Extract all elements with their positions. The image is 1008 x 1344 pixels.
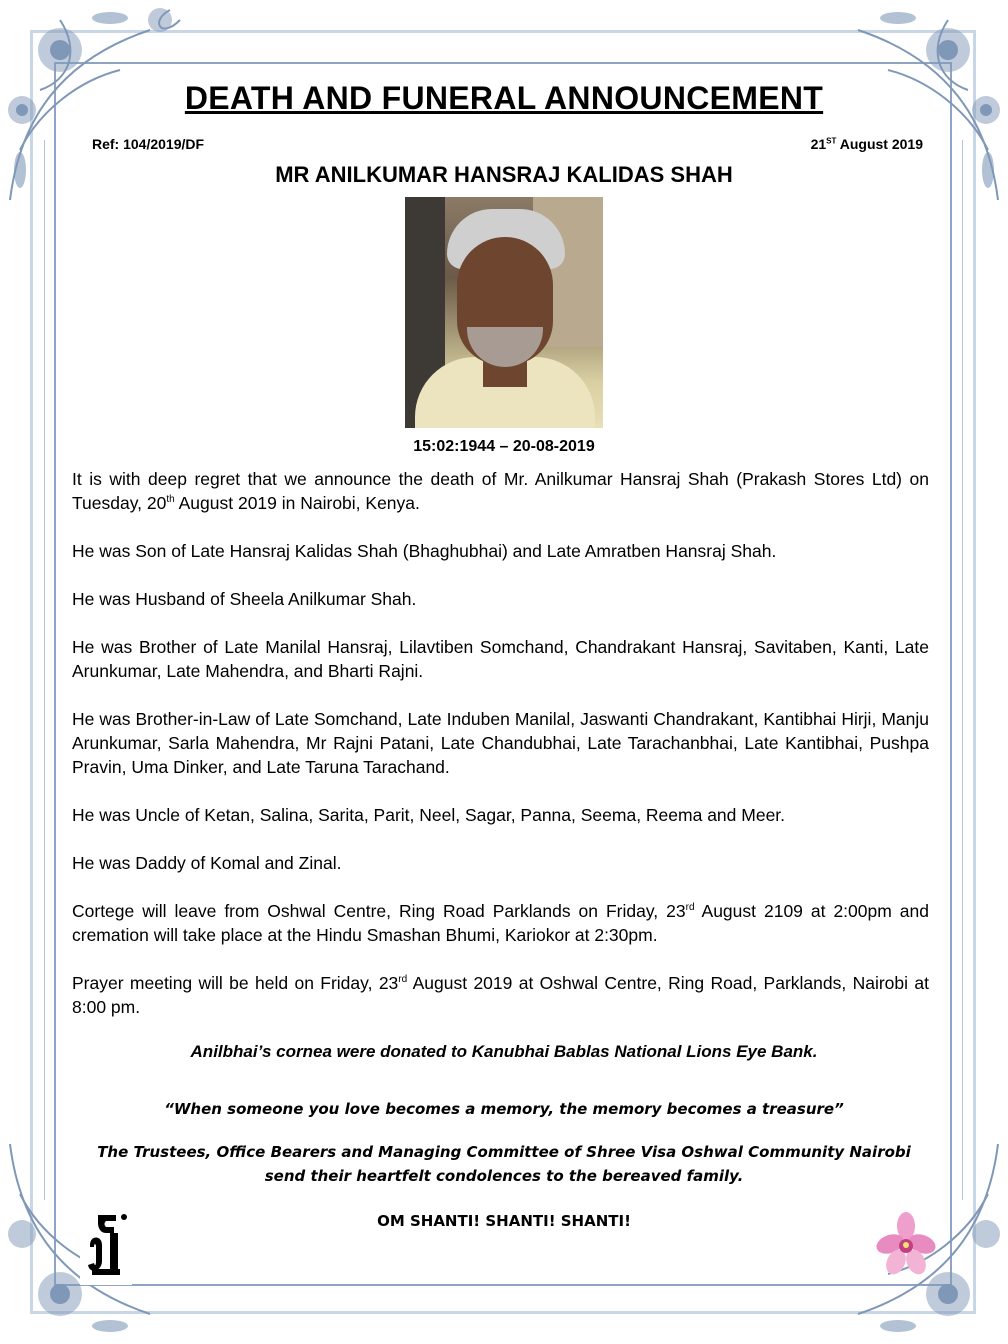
cornea-donation-note: Anilbhai’s cornea were donated to Kanubhai Bablas National Lions Eye Bank. <box>190 1042 818 1061</box>
paragraph-nephews-nieces: He was Uncle of Ketan, Salina, Sarita, Parit, Neel, Sagar, Panna, Seema, Reema and Meer. <box>72 805 786 825</box>
deceased-photo <box>405 197 603 428</box>
reference-number: Ref: 104/2019/DF <box>92 136 205 152</box>
paragraph-in-laws: He was Brother-in-Law of Late Somchand, Late Induben Manilal, Jaswanti Chandrakant, Kantibhai Hirji, Manju Arunkumar, Sarla Mahendra, Mr Rajni Patani, Late Chandubhai, Late Tarachanbhai, Late Kantibhai, Pushpa Pravin, Uma Dinker, and Late Taruna Tarachand. <box>72 709 929 777</box>
paragraph-parents: He was Son of Late Hansraj Kalidas Shah (Bhaghubhai) and Late Amratben Hansraj Shah. <box>72 541 777 561</box>
paragraph-children: He was Daddy of Komal and Zinal. <box>72 853 342 873</box>
memorial-quote: “When someone you love becomes a memory, the memory becomes a treasure” <box>164 1100 844 1118</box>
paragraph-spouse: He was Husband of Sheela Anilkumar Shah. <box>72 589 417 609</box>
condolence-message <box>0 1140 1008 1188</box>
date-month-year: August 2019 <box>836 136 923 152</box>
date-suffix: ST <box>826 136 837 146</box>
announcement-body <box>72 467 929 1043</box>
deceased-name: MR ANILKUMAR HANSRAJ KALIDAS SHAH <box>275 162 733 187</box>
frame-rule-left <box>44 140 45 1200</box>
life-dates: 15:02:1944 – 20-08-2019 <box>413 438 595 455</box>
condolence-line-1: The Trustees, Office Bearers and Managing Committee of Shree Visa Oshwal Community Nairobi <box>97 1143 911 1161</box>
om-shanti: OM SHANTI! SHANTI! SHANTI! <box>377 1212 631 1230</box>
paragraph-cortege: Cortege will leave from Oshwal Centre, Ring Road Parklands on Friday, 23rd August 2109 at 2:00pm and cremation will take place at the Hindu Smashan Bhumi, Kariokor at 2:30pm. <box>72 901 929 945</box>
condolence-line-2: send their heartfelt condolences to the bereaved family. <box>264 1167 744 1185</box>
paragraph-siblings: He was Brother of Late Manilal Hansraj, Lilavtiben Somchand, Chandrakant Hansraj, Savitaben, Kanti, Late Arunkumar, Late Mahendra, and Bharti Rajni. <box>72 637 929 681</box>
page-title: DEATH AND FUNERAL ANNOUNCEMENT <box>184 80 824 116</box>
announcement-date <box>811 136 923 152</box>
paragraph-death-notice: It is with deep regret that we announce the death of Mr. Anilkumar Hansraj Shah (Prakash Stores Ltd) on Tuesday, 20th August 2019 in Nairobi, Kenya. <box>72 469 929 513</box>
orchid-flower-icon <box>876 1212 936 1278</box>
jain-symbol-logo-icon <box>80 1205 132 1285</box>
frame-rule-right <box>962 140 963 1200</box>
date-day: 21 <box>810 136 827 152</box>
paragraph-prayer-meeting: Prayer meeting will be held on Friday, 23rd August 2019 at Oshwal Centre, Ring Road, Parklands, Nairobi at 8:00 pm. <box>72 973 929 1017</box>
